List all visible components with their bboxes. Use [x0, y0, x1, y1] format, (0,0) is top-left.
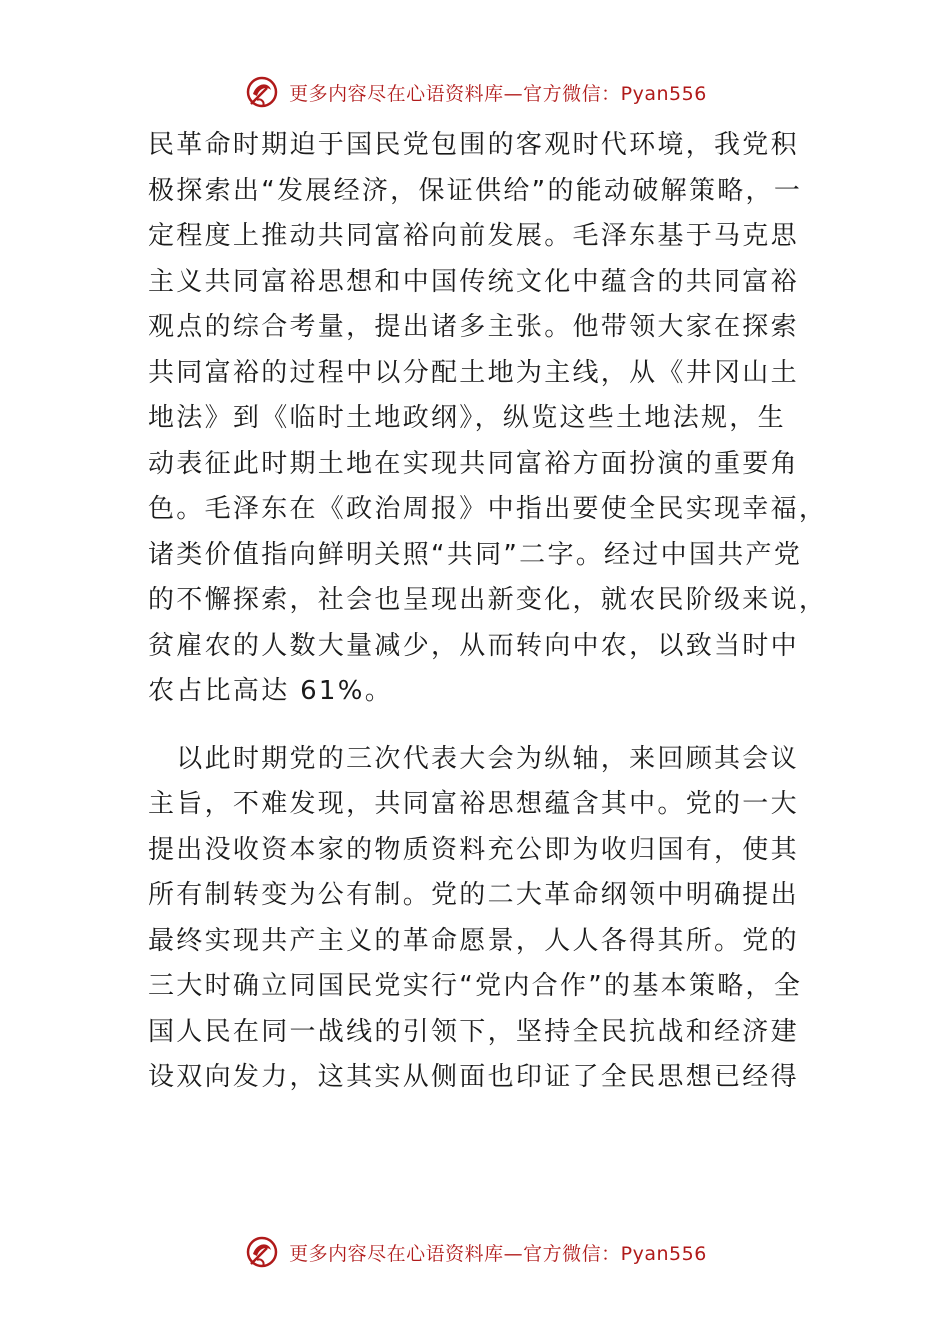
- text-line: 观点的综合考量，提出诸多主张。他带领大家在探索: [148, 312, 799, 342]
- paragraph-2: [148, 737, 808, 1101]
- footer-banner-inner: [243, 1234, 707, 1270]
- text-line: 提出没收资本家的物质资料充公即为收归国有，使其: [148, 834, 799, 865]
- text-line: 动表征此时期土地在实现共同富裕方面扮演的重要角: [148, 448, 799, 479]
- text-line: 的不懈探索，社会也呈现出新变化，就农民阶级来说，: [148, 585, 828, 615]
- text-line: 定程度上推动共同富裕向前发展。毛泽东基于马克思: [148, 221, 799, 251]
- text-line: 地法》到《临时土地政纲》，纵览这些土地法规，生: [148, 403, 786, 433]
- text-line: 国人民在同一战线的引领下，坚持全民抗战和经济建: [148, 1016, 799, 1047]
- text-line: 共同富裕的过程中以分配土地为主线，从《井冈山土: [148, 357, 799, 388]
- text-line: 主义共同富裕思想和中国传统文化中蕴含的共同富裕: [148, 266, 799, 297]
- paragraph-spacer: [148, 715, 808, 737]
- text-line: 极探索出“发展经济，保证供给”的能动破解策略，一: [148, 175, 803, 206]
- document-body: [148, 123, 828, 1101]
- text-line: 以此时期党的三次代表大会为纵轴，来回顾其会议: [148, 743, 799, 774]
- text-line: 设双向发力，这其实从侧面也印证了全民思想已经得: [148, 1062, 799, 1092]
- text-line: 三大时确立同国民党实行“党内合作”的基本策略，全: [148, 971, 803, 1001]
- banner-text: 更多内容尽在心语资料库—官方微信：Pyan556: [289, 1242, 707, 1265]
- text-line: 农占比高达 61%。: [148, 676, 394, 706]
- text-line: 主旨，不难发现，共同富裕思想蕴含其中。党的一大: [148, 789, 799, 819]
- banner-text: 更多内容尽在心语资料库—官方微信：Pyan556: [289, 82, 707, 105]
- header-banner: [0, 70, 950, 114]
- footer-banner: [0, 1230, 950, 1274]
- text-line: 色。毛泽东在《政治周报》中指出要使全民实现幸福，: [148, 494, 828, 524]
- rose-logo-icon: [243, 74, 281, 110]
- text-line: 贫雇农的人数大量减少，从而转向中农，以致当时中: [148, 630, 799, 661]
- paragraph-1: [148, 123, 828, 715]
- rose-logo-icon: [243, 1234, 281, 1270]
- text-line: 诸类价值指向鲜明关照“共同”二字。经过中国共产党: [148, 539, 803, 570]
- text-line: 所有制转变为公有制。党的二大革命纲领中明确提出: [148, 880, 799, 910]
- text-line: 最终实现共产主义的革命愿景，人人各得其所。党的: [148, 925, 799, 956]
- text-line: 民革命时期迫于国民党包围的客观时代环境，我党积: [148, 130, 799, 160]
- header-banner-inner: [243, 74, 707, 110]
